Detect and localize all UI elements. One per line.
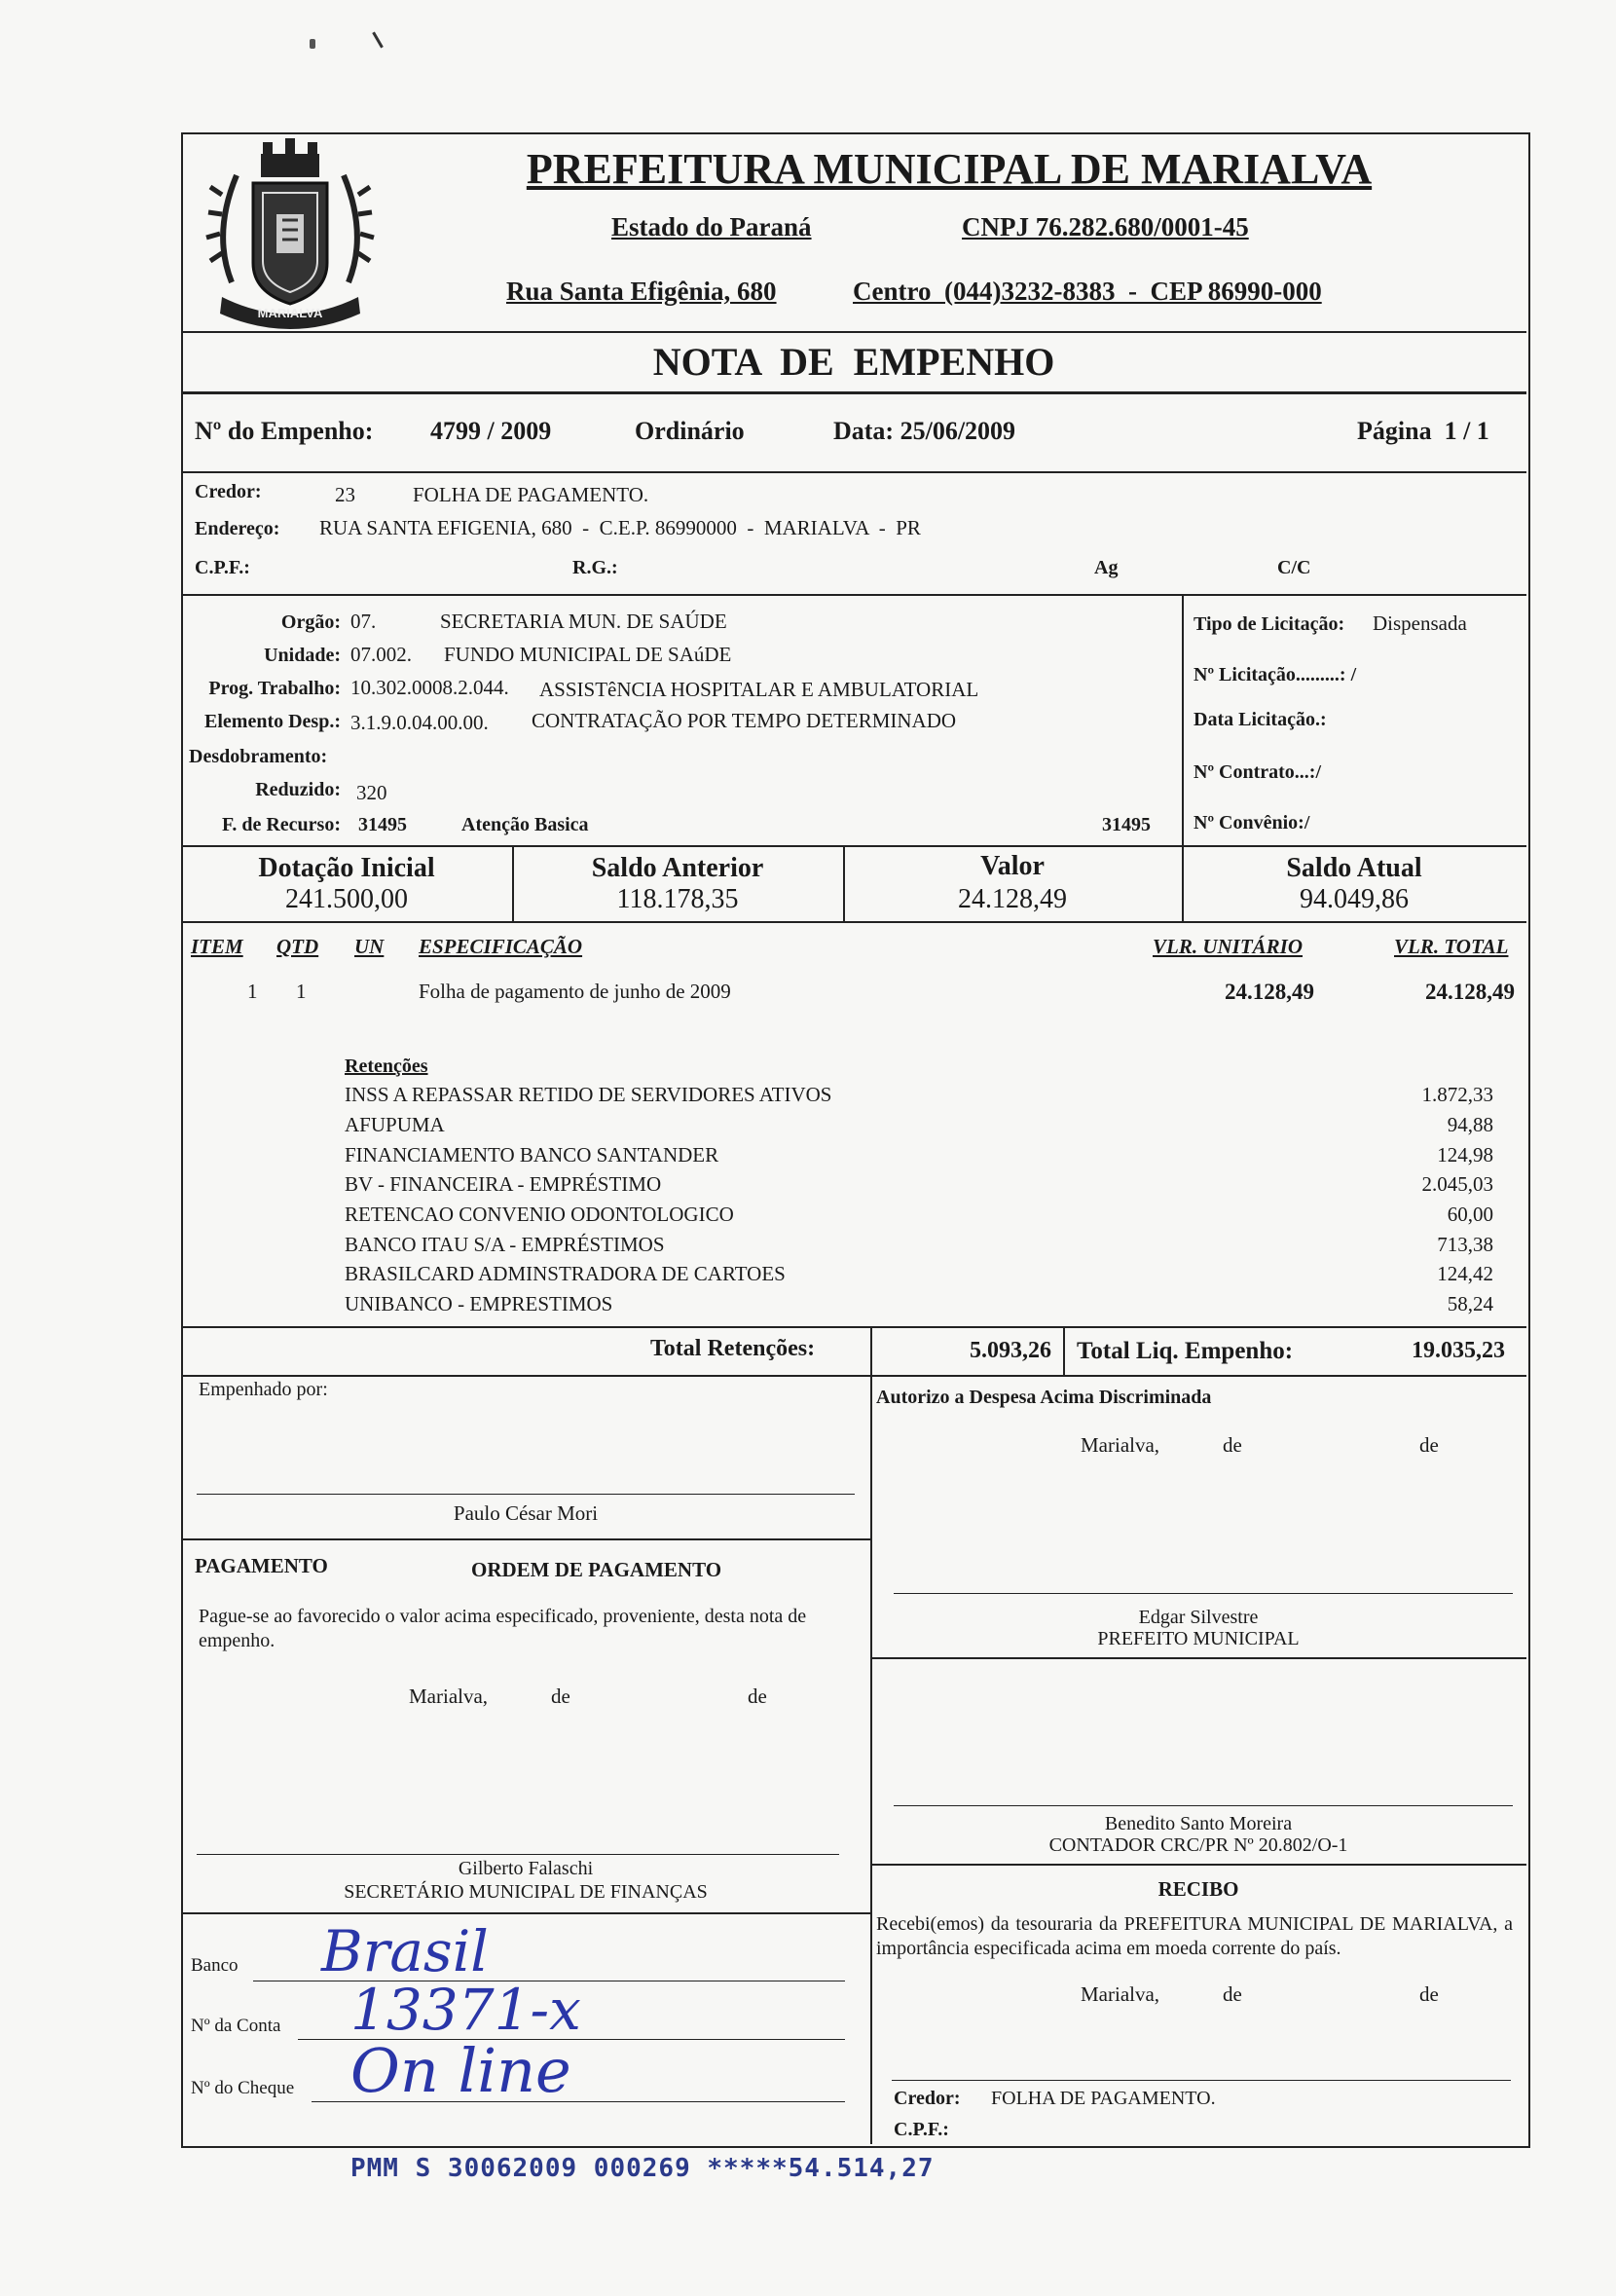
address-details: Centro (044)3232-8383 - CEP 86990-000 <box>853 277 1322 306</box>
retencao-desc: AFUPUMA <box>345 1113 445 1136</box>
cheque-handwritten: On line <box>350 2035 571 2106</box>
scan-mark <box>372 27 390 48</box>
retencao-valor: 60,00 <box>1447 1203 1493 1226</box>
conta-handwritten: 13371-x <box>350 1977 581 2043</box>
retencao-valor: 124,42 <box>1437 1262 1493 1285</box>
recibo-de: de <box>1223 1982 1242 2006</box>
convenio-numero: Nº Convênio:/ <box>1194 812 1310 833</box>
autorizo-de: de <box>1419 1433 1439 1457</box>
prefeito-name: Edgar Silvestre <box>1138 1607 1259 1628</box>
saldo-anterior-label: Saldo Anterior <box>591 853 764 883</box>
orgao-name: SECRETARIA MUN. DE SAÚDE <box>440 610 727 633</box>
recibo-credor-label: Credor: <box>894 2088 961 2109</box>
prog-trabalho-code: 10.302.0008.2.044. <box>350 676 509 699</box>
retencao-desc: RETENCAO CONVENIO ODONTOLOGICO <box>345 1203 734 1226</box>
item-vlr-unitario: 24.128,49 <box>1225 980 1314 1004</box>
empenho-date: Data: 25/06/2009 <box>833 417 1016 445</box>
autorizo-local: Marialva, <box>1081 1433 1160 1457</box>
retencao-valor: 94,88 <box>1447 1113 1493 1136</box>
col-vlr-unitario: VLR. UNITÁRIO <box>1153 935 1304 958</box>
col-vlr-total: VLR. TOTAL <box>1394 935 1509 958</box>
elemento-name: CONTRATAÇÃO POR TEMPO DETERMINADO <box>532 709 957 732</box>
cpf-label: C.P.F.: <box>195 557 250 578</box>
retencao-valor: 1.872,33 <box>1421 1083 1493 1106</box>
contador-name: Benedito Santo Moreira <box>1104 1813 1293 1834</box>
saldo-atual-value: 94.049,86 <box>1300 884 1409 914</box>
endereco-label: Endereço: <box>195 518 280 539</box>
credor-code: 23 <box>335 483 355 506</box>
elemento-label: Elemento Desp.: <box>204 711 341 732</box>
coat-of-arms-logo <box>193 136 387 336</box>
banco-label: Banco <box>191 1955 239 1976</box>
col-qtd: QTD <box>276 935 319 958</box>
recibo-text: Recebi(emos) da tesouraria da PREFEITURA MUNICIPAL DE MARIALVA, a importância especificada acima em moeda corrente do país. <box>876 1913 1513 1959</box>
item-qtd: 1 <box>296 980 307 1003</box>
autorizo-de: de <box>1223 1433 1242 1457</box>
contador-title: CONTADOR CRC/PR Nº 20.802/O-1 <box>1048 1834 1348 1856</box>
elemento-code: 3.1.9.0.04.00.00. <box>350 711 489 734</box>
retencao-desc: INSS A REPASSAR RETIDO DE SERVIDORES ATIVOS <box>345 1083 832 1106</box>
total-liquido-value: 19.035,23 <box>1412 1338 1505 1363</box>
endereco-value: RUA SANTA EFIGENIA, 680 - C.E.P. 86990000 - MARIALVA - PR <box>319 516 921 539</box>
recibo-title: RECIBO <box>1157 1877 1239 1901</box>
total-retencoes-label: Total Retenções: <box>650 1336 816 1361</box>
unidade-label: Unidade: <box>264 645 341 666</box>
item-especificacao: Folha de pagamento de junho de 2009 <box>419 980 731 1003</box>
credor-name: FOLHA DE PAGAMENTO. <box>413 483 649 506</box>
reduzido-value: 320 <box>356 781 387 804</box>
conta-label: Nº da Conta <box>191 2016 281 2036</box>
col-especificacao: ESPECIFICAÇÃO <box>419 935 583 958</box>
autorizo-label: Autorizo a Despesa Acima Discriminada <box>876 1387 1212 1408</box>
recibo-local: Marialva, <box>1081 1982 1160 2006</box>
recibo-cpf-label: C.P.F.: <box>894 2119 949 2140</box>
scan-mark <box>310 39 315 49</box>
total-liquido-label: Total Liq. Empenho: <box>1077 1338 1294 1364</box>
orgao-code: 07. <box>350 610 377 633</box>
retencao-desc: BRASILCARD ADMINSTRADORA DE CARTOES <box>345 1262 786 1285</box>
pague-se-text: Pague-se ao favorecido o valor acima especificado, proveniente, desta nota de empenho. <box>199 1606 807 1651</box>
empenho-number-label: Nº do Empenho: <box>195 417 374 445</box>
total-retencoes-value: 5.093,26 <box>970 1338 1051 1363</box>
state-name: Estado do Paraná <box>611 212 812 241</box>
banco-handwritten: Brasil <box>321 1918 489 1984</box>
licitacao-tipo-label: Tipo de Licitação: <box>1194 613 1345 635</box>
prefeito-title: PREFEITO MUNICIPAL <box>1097 1628 1300 1649</box>
address-street: Rua Santa Efigênia, 680 <box>506 277 777 306</box>
dotacao-inicial-value: 241.500,00 <box>285 884 408 914</box>
document-title: NOTA DE EMPENHO <box>652 340 1055 384</box>
saldo-anterior-value: 118.178,35 <box>616 884 739 914</box>
pagamento-label: PAGAMENTO <box>195 1554 328 1577</box>
svg-text:MARIALVA: MARIALVA <box>257 306 323 320</box>
orgao-label: Orgão: <box>280 611 341 633</box>
desdobramento-label: Desdobramento: <box>189 746 328 767</box>
item-vlr-total: 24.128,49 <box>1425 980 1515 1004</box>
licitacao-numero: Nº Licitação.........: / <box>1194 664 1357 685</box>
cheque-label: Nº do Cheque <box>191 2078 295 2098</box>
valor-value: 24.128,49 <box>958 884 1067 914</box>
contrato-numero: Nº Contrato...:/ <box>1194 761 1322 783</box>
empenho-number: 4799 / 2009 <box>430 417 552 445</box>
empenhado-por-label: Empenhado por: <box>199 1379 328 1400</box>
retencao-valor: 713,38 <box>1437 1233 1493 1256</box>
cnpj: CNPJ 76.282.680/0001-45 <box>962 212 1249 241</box>
page-number: Página 1 / 1 <box>1357 417 1489 445</box>
recibo-credor-name: FOLHA DE PAGAMENTO. <box>991 2088 1216 2109</box>
recurso-label: F. de Recurso: <box>221 814 341 835</box>
pagamento-de: de <box>551 1685 570 1708</box>
recurso-code: 31495 <box>358 814 407 835</box>
unidade-name: FUNDO MUNICIPAL DE SAúDE <box>444 643 732 666</box>
licitacao-tipo-value: Dispensada <box>1373 611 1467 635</box>
prog-trabalho-label: Prog. Trabalho: <box>208 678 341 699</box>
item-number: 1 <box>247 980 258 1003</box>
dotacao-inicial-label: Dotação Inicial <box>258 853 435 883</box>
prog-trabalho-name: ASSISTêNCIA HOSPITALAR E AMBULATORIAL <box>539 678 979 701</box>
ordem-pagamento-label: ORDEM DE PAGAMENTO <box>471 1558 722 1581</box>
agency-label: Ag <box>1094 557 1119 578</box>
licitacao-data: Data Licitação.: <box>1194 709 1327 730</box>
credor-label: Credor: <box>195 481 262 502</box>
authentication-stamp: PMM S 30062009 000269 *****54.514,27 <box>350 2154 935 2183</box>
col-un: UN <box>354 935 385 958</box>
secretario-name: Gilberto Falaschi <box>458 1858 594 1879</box>
pagamento-de: de <box>748 1685 767 1708</box>
rg-label: R.G.: <box>572 557 618 578</box>
retencao-desc: FINANCIAMENTO BANCO SANTANDER <box>345 1143 719 1167</box>
empenhado-por-name: Paulo César Mori <box>453 1501 599 1525</box>
valor-label: Valor <box>980 851 1045 881</box>
retencao-valor: 2.045,03 <box>1421 1172 1493 1196</box>
account-label: C/C <box>1277 557 1311 578</box>
retencao-valor: 124,98 <box>1437 1143 1493 1167</box>
saldo-atual-label: Saldo Atual <box>1286 853 1422 883</box>
empenho-type: Ordinário <box>635 417 745 445</box>
col-item: ITEM <box>191 935 243 958</box>
retencao-desc: BV - FINANCEIRA - EMPRÉSTIMO <box>345 1172 662 1196</box>
retencao-desc: UNIBANCO - EMPRESTIMOS <box>345 1292 613 1315</box>
retencao-valor: 58,24 <box>1447 1292 1493 1315</box>
unidade-code: 07.002. <box>350 643 412 666</box>
page-title: PREFEITURA MUNICIPAL DE MARIALVA <box>526 145 1373 193</box>
reduzido-label: Reduzido: <box>255 779 341 800</box>
secretario-title: SECRETÁRIO MUNICIPAL DE FINANÇAS <box>344 1881 708 1903</box>
retencoes-title: Retenções <box>345 1055 428 1077</box>
pagamento-local: Marialva, <box>409 1685 489 1708</box>
recurso-code-right: 31495 <box>1102 814 1151 835</box>
retencao-desc: BANCO ITAU S/A - EMPRÉSTIMOS <box>345 1233 665 1256</box>
recurso-name: Atenção Basica <box>461 814 589 835</box>
recibo-de: de <box>1419 1982 1439 2006</box>
